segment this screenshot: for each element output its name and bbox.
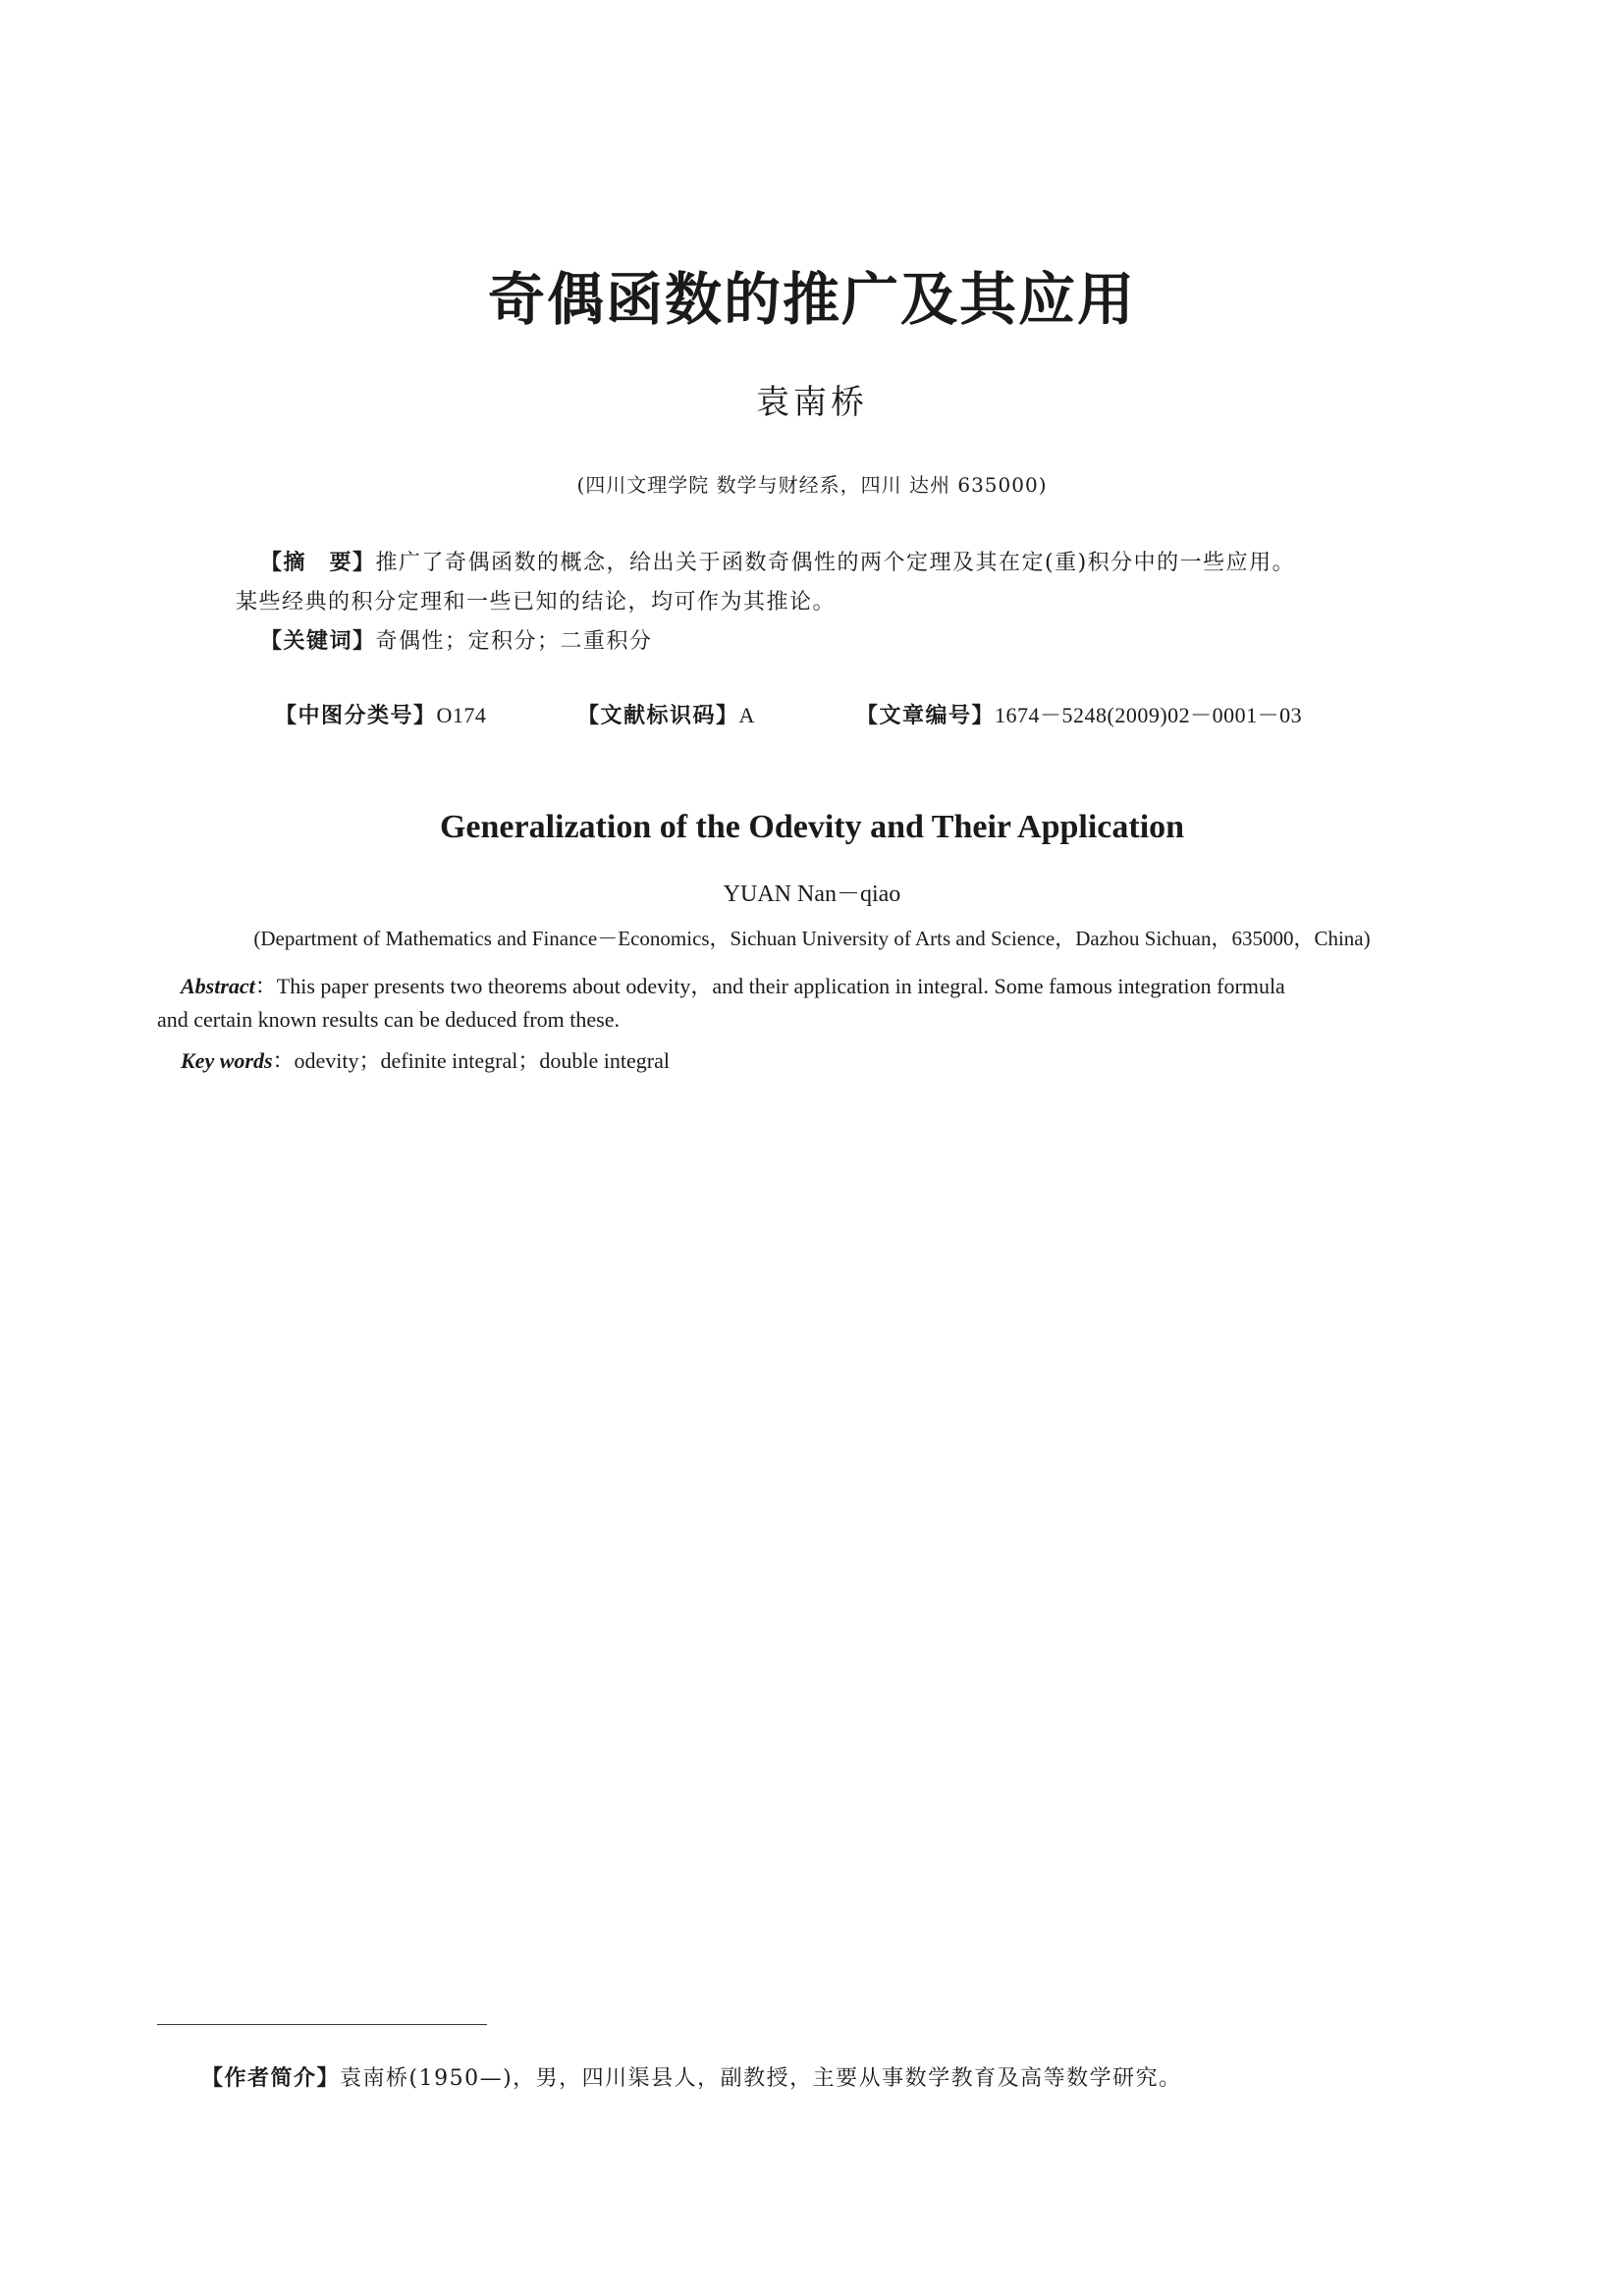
chinese-title: 奇偶函数的推广及其应用 <box>487 266 1136 333</box>
classification-value: O174 <box>436 703 487 727</box>
english-abstract-line-1 <box>181 970 1285 1000</box>
chinese-keywords-label: 【关键词】 <box>260 629 376 654</box>
chinese-keywords-text: 奇偶性；定积分；二重积分 <box>375 629 653 654</box>
footnote-divider <box>157 2024 487 2025</box>
english-affiliation: (Department of Mathematics and Finance－Economics，Sichuan University of Arts and Science，Dazhou Sichuan，635000，China) <box>253 927 1371 950</box>
english-author: YUAN Nan－qiao <box>723 881 901 907</box>
chinese-keywords-line <box>260 624 653 655</box>
chinese-author: 袁南桥 <box>756 383 868 422</box>
document-code-value: A <box>738 703 755 727</box>
footnote-text: 袁南桥(1950—)，男，四川渠县人，副教授，主要从事数学教育及高等数学研究。 <box>340 2066 1182 2091</box>
article-number-value: 1674－5248(2009)02－0001－03 <box>995 703 1303 727</box>
document-code <box>577 699 755 729</box>
english-abstract-label: Abstract <box>181 974 255 998</box>
chinese-abstract-label: 【摘 要】 <box>260 551 376 575</box>
chinese-affiliation: (四川文理学院 数学与财经系，四川 达州 635000) <box>576 473 1048 497</box>
author-footnote <box>201 2061 1182 2092</box>
chinese-abstract-line-2: 某些经典的积分定理和一些已知的结论，均可作为其推论。 <box>236 590 837 614</box>
english-keywords-label: Key words <box>181 1048 273 1073</box>
english-abstract-line-2: and certain known results can be deduced from these. <box>157 1007 620 1032</box>
english-keywords-text: ：odevity；definite integral；double integral <box>272 1048 670 1073</box>
article-number-label: 【文章编号】 <box>856 704 996 728</box>
classification-number <box>275 699 486 729</box>
english-abstract-text-1: ：This paper presents two theorems about odevity，and their application in integral. Some famous integration formula <box>254 974 1285 998</box>
article-number <box>856 699 1302 729</box>
english-title: Generalization of the Odevity and Their Application <box>439 809 1185 845</box>
chinese-abstract-text-1: 推广了奇偶函数的概念，给出关于函数奇偶性的两个定理及其在定(重)积分中的一些应用。 <box>375 551 1296 575</box>
english-keywords-line <box>181 1044 670 1075</box>
classification-label: 【中图分类号】 <box>275 704 437 728</box>
footnote-label: 【作者简介】 <box>201 2066 341 2091</box>
document-code-label: 【文献标识码】 <box>577 704 739 728</box>
chinese-abstract-line-1 <box>260 546 1295 576</box>
